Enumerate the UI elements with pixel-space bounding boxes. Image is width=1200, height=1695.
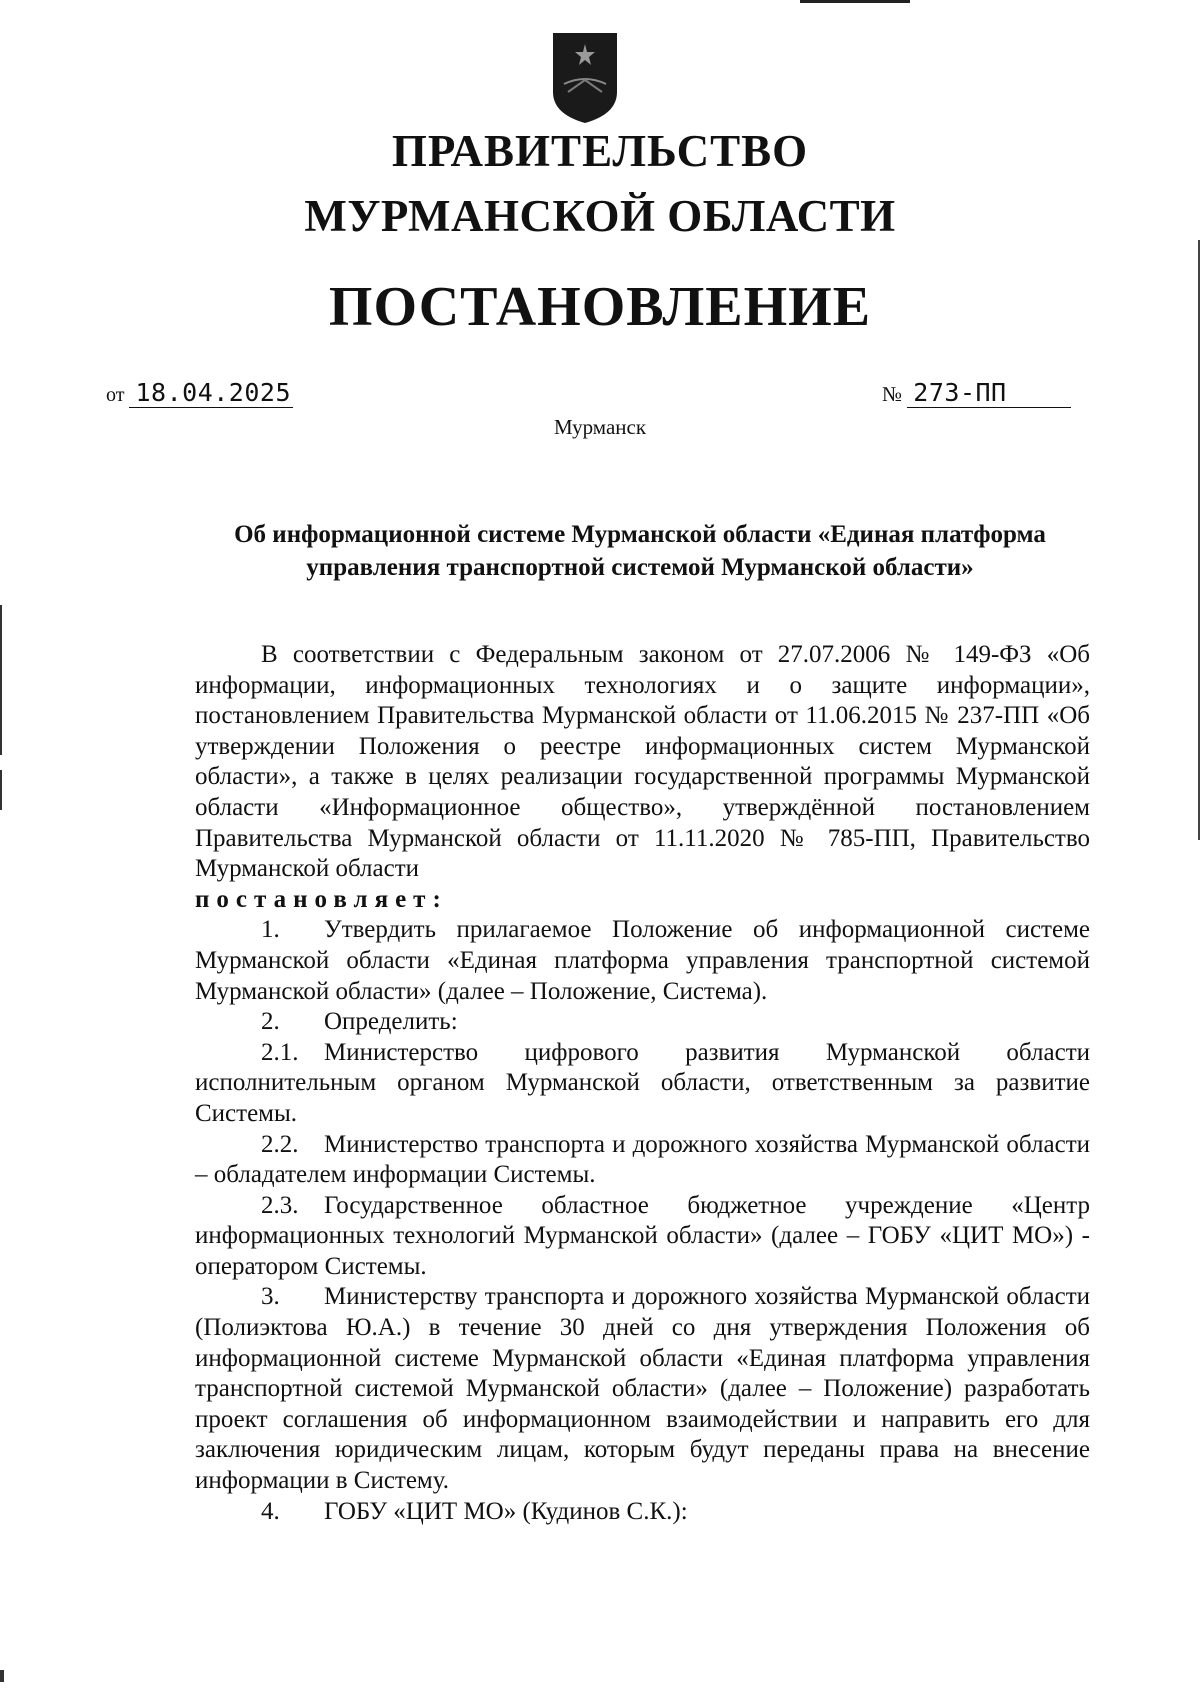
scan-artifact-top (800, 0, 910, 3)
date-prefix: от (106, 384, 125, 406)
item-number: 2.1. (261, 1038, 299, 1066)
item-text: Министерство цифрового развития Мурманской области исполнительным органом Мурманской области, ответственным за развитие Системы. (195, 1038, 1090, 1127)
list-item (195, 1130, 1090, 1191)
preamble-paragraph: В соответствии с Федеральным законом от 27.07.2006 № 149-ФЗ «Об информации, информационных технологиях и о защите информации», постановлением Правительства Мурманской области от 11.06.2015 № 237-ПП «Об утверждении Положения о реестре информационных систем Мурманской области», а также в целях реализации государственной программы Мурманской области «Информационное общество», утверждённой постановлением Правительства Мурманской области от 11.11.2020 № 785-ПП, Правительство Мурманской области (195, 641, 1090, 883)
coat-of-arms-emblem (550, 30, 620, 125)
number-value: 273-ПП (907, 378, 1071, 408)
item-number: 3. (261, 1283, 280, 1311)
government-name-line1: ПРАВИТЕЛЬСТВО (391, 126, 809, 176)
government-name-line2: МУРМАНСКОЙ ОБЛАСТИ (304, 191, 896, 241)
document-body (195, 640, 1090, 1527)
scan-artifact-left (0, 605, 2, 755)
item-number: 4. (261, 1497, 280, 1525)
item-text: Министерство транспорта и дорожного хозяйства Мурманской области – обладателем информации Системы. (195, 1130, 1090, 1189)
list-item (195, 1007, 1090, 1038)
list-item (195, 1191, 1090, 1283)
item-text: Утвердить прилагаемое Положение об информационной системе Мурманской области «Единая платформа управления транспортной системой Мурманской области» (далее – Положение, Система). (195, 916, 1090, 1005)
document-number (882, 378, 1078, 408)
scan-artifact-left (0, 770, 2, 810)
document-title: Об информационной системе Мурманской области «Единая платформа управления транспортной системой Мурманской области» (234, 521, 1046, 581)
list-item (195, 1038, 1090, 1130)
resolves-word: постановляет: (195, 885, 448, 913)
list-item (195, 1282, 1090, 1496)
item-number: 1. (261, 916, 280, 944)
item-text: Определить: (324, 1008, 458, 1036)
item-number: 2. (261, 1008, 280, 1036)
scan-artifact-corner (0, 1670, 4, 1682)
item-text: ГОБУ «ЦИТ МО» (Кудинов С.К.): (324, 1497, 688, 1525)
date-value: 18.04.2025 (129, 378, 293, 408)
item-text: Государственное областное бюджетное учреждение «Центр информационных технологий Мурманской области» (далее – ГОБУ «ЦИТ МО») - оператором Системы. (195, 1191, 1090, 1280)
list-item (195, 915, 1090, 1007)
document-type-heading: ПОСТАНОВЛЕНИЕ (328, 276, 872, 338)
item-text: Министерству транспорта и дорожного хозяйства Мурманской области (Полиэктова Ю.А.) в течение 30 дней со дня утверждения Положения об информационной системе Мурманской области «Единая платформа управления транспортной системой Мурманской области» (далее – Положение) разработать проект соглашения об информационном взаимодействии и направить его для заключения юридическим лицам, которым будут переданы права на внесение информации в Систему. (195, 1283, 1090, 1495)
item-number: 2.2. (261, 1130, 299, 1158)
item-number: 2.3. (261, 1191, 299, 1219)
number-prefix: № (882, 382, 903, 406)
list-item (195, 1497, 1090, 1528)
document-date (106, 378, 293, 407)
city-name: Мурманск (553, 415, 647, 439)
